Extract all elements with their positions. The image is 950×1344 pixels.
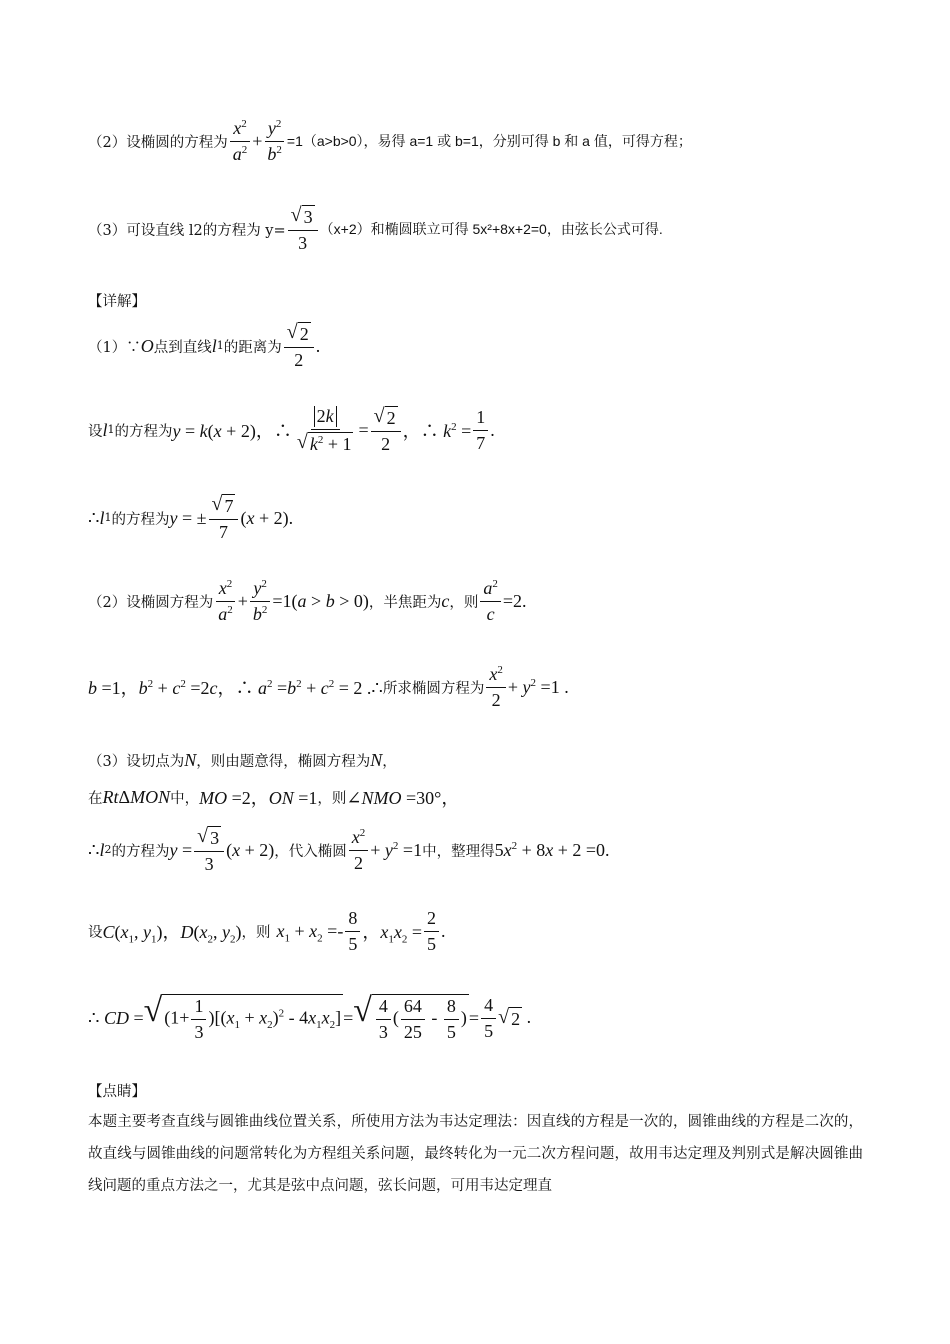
analysis-line-3: （3）可设直线 l2的方程为 y= √ 3 3 （x+2）和椭圆联立可得 5x²+8x+2=0，由弦长公式可得.	[88, 204, 663, 253]
detail-step-3-line1: （3）设切点为 N ，则由题意得，椭圆方程为 N ，	[88, 750, 397, 770]
detail-chord-length: ∴ CD = √ (1+ $\frac{1}{3}$ )$[(x_1 + x_2)^2 - 4x_1x_2]$ = √ $\frac{4}{3}$ ( $\frac{64}{25}$ - $\frac{8}{5}$ ) = $\frac{4}{5}$ √ 2 .	[88, 992, 532, 1042]
fraction-x2-a2: $\frac{x^2}{a^2}$	[230, 118, 251, 164]
fraction-sqrt2-2: √ 2 2	[284, 322, 314, 370]
detail-heading: 【详解】	[88, 294, 146, 310]
detail-set-l1: 设 l 1 的方程为 y = k(x + 2)，∴ 2k √ $k^2 + 1$ = √ 2 2 ，∴ $k^2$ = $\frac{1}{7}$ .	[88, 405, 495, 454]
detail-step-1: （1）∵ O 点到直线 l 1 的距离为 √ 2 2 .	[88, 321, 321, 370]
detail-vieta: 设 $C(x_1$, $y_1$)，$D(x_2$, $y_2$) ，则 $x_1 + x_2$ =- $\frac{8}{5}$ ，$x_1x_2$ = $\frac{2}{5}$ .	[88, 908, 446, 954]
detail-step-2: （2）设椭圆方程为 $\frac{x^2}{a^2}$ + $\frac{y^2}{b^2}$ =1(a > b > 0) ，半焦距为 c ，则 $\frac{a^2}{c}$ =2.	[88, 578, 527, 624]
fraction-y2-b2: $\frac{y^2}{b^2}$	[264, 118, 285, 164]
detail-step-3-line2: 在 RtΔMON 中， MO =2，ON =1 ，则 ∠NMO =30°，	[88, 786, 460, 808]
comment-heading: 【点睛】	[88, 1084, 146, 1100]
fraction-sqrt3-3: √ 3 3	[288, 205, 318, 253]
detail-l2-equation: ∴ l 2 的方程为 y = √ 3 3 (x + 2) ，代入椭圆 $\frac{x^2}{2}$ + $y^2 =1$ 中，整理得 $5x^2 + 8x + 2 =0$.	[88, 825, 610, 874]
detail-l1-equation: ∴ l 1 的方程为 y = ± √ 7 7 (x + 2).	[88, 493, 294, 542]
fraction-distance: 2k √ $k^2 + 1$	[296, 406, 352, 454]
analysis-line-2: （2）设椭圆的方程为 $\frac{x^2}{a^2}$ + $\frac{y^2}{b^2}$ =1（a>b>0），易得 a=1 或 b=1，分别可得 b 和 a 值，可得方程；	[88, 118, 692, 164]
detail-b-line: b =1，$b^2 + c^2 =2c$，∴ $a^2 =b^2 + c^2 = 2$ .∴ 所求椭圆方程为 $\frac{x^2}{2}$ + $y^2 =1$ .	[88, 664, 569, 710]
comment-body: 本题主要考查直线与圆锥曲线位置关系，所使用方法为韦达定理法：因直线的方程是一次的，圆锥曲线的方程是二次的，故直线与圆锥曲线的问题常转化为方程组关系问题，最终转化为一元二次方程问题，故用韦达定理及判别式是解决圆锥曲线问题的重点方法之一，尤其是弦中点问题，弦长问题，可用韦达定理直	[88, 1114, 863, 1194]
